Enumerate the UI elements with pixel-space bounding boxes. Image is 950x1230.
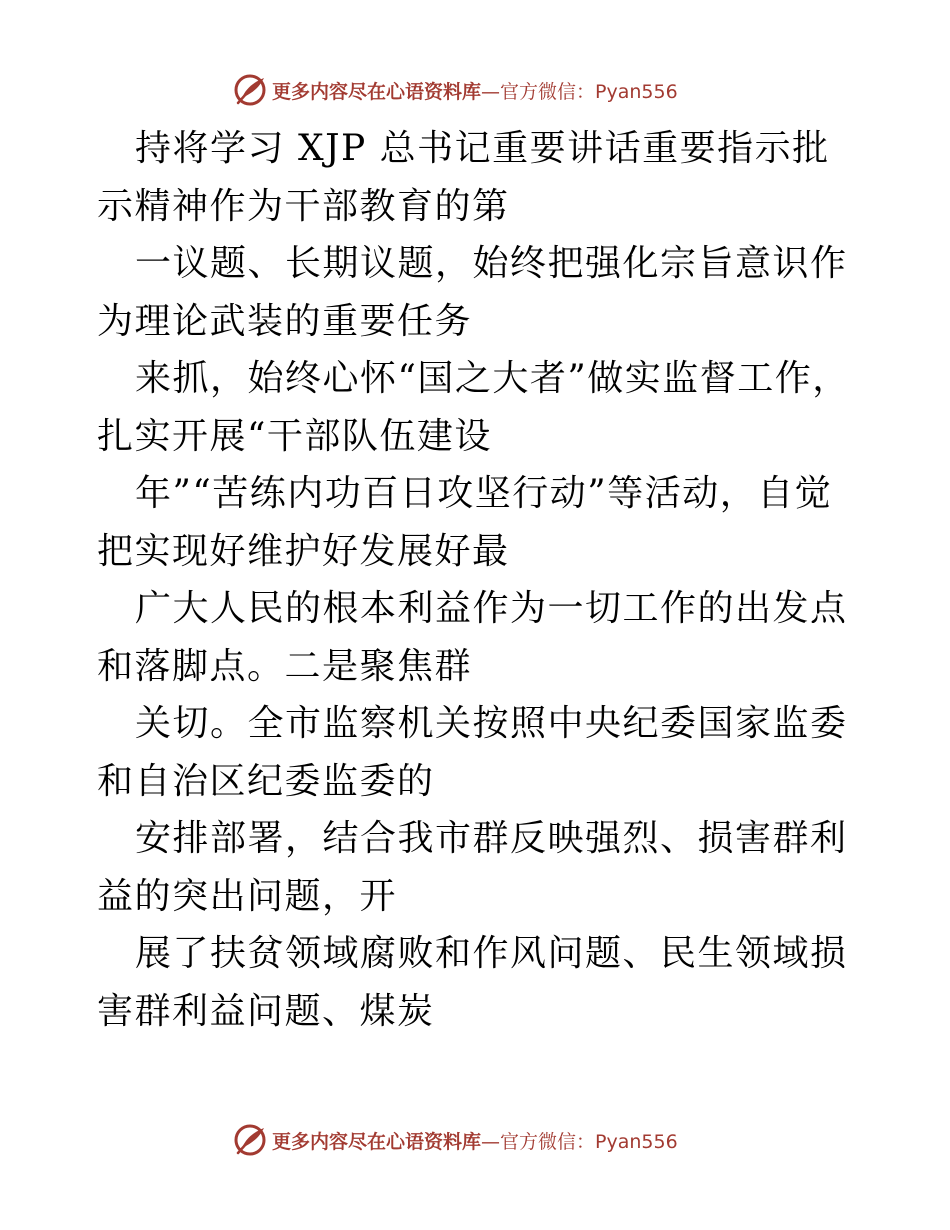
header-dash: — xyxy=(481,80,501,103)
footer-banner xyxy=(232,1120,678,1160)
paragraph: 关切。全市监察机关按照中央纪委国家监委和自治区纪委监委的 xyxy=(97,703,848,802)
paragraph: 来抓，始终心怀“国之大者”做实监督工作，扎实开展“干部队伍建设 xyxy=(97,358,850,457)
header-brand: 更多内容尽在心语资料库 xyxy=(272,80,482,103)
header-wechat-id: Pyan556 xyxy=(595,80,678,103)
feather-pen-circle-icon xyxy=(232,72,268,108)
paragraph: 展了扶贫领域腐败和作风问题、民生领域损害群利益问题、煤炭 xyxy=(97,933,848,1032)
header-banner xyxy=(232,70,678,110)
footer-dash: — xyxy=(481,1130,501,1153)
paragraph: 安排部署，结合我市群反映强烈、损害群利益的突出问题，开 xyxy=(97,818,848,917)
footer-brand: 更多内容尽在心语资料库 xyxy=(272,1130,482,1153)
paragraph: 一议题、长期议题，始终把强化宗旨意识作为理论武装的重要任务 xyxy=(97,243,848,342)
paragraph: 年”“苦练内功百日攻坚行动”等活动，自觉把实现好维护好发展好最 xyxy=(97,473,833,572)
paragraph: 持将学习 XJP 总书记重要讲话重要指示批示精神作为干部教育的第 xyxy=(97,128,830,227)
feather-pen-circle-icon xyxy=(232,1122,268,1158)
paragraph: 广大人民的根本利益作为一切工作的出发点和落脚点。二是聚焦群 xyxy=(97,588,848,687)
footer-text xyxy=(272,1127,678,1154)
header-text xyxy=(272,77,678,104)
document-body xyxy=(97,120,857,1040)
footer-wechat-label: 官方微信： xyxy=(500,1130,596,1153)
header-wechat-label: 官方微信： xyxy=(500,80,596,103)
footer-wechat-id: Pyan556 xyxy=(595,1130,678,1153)
